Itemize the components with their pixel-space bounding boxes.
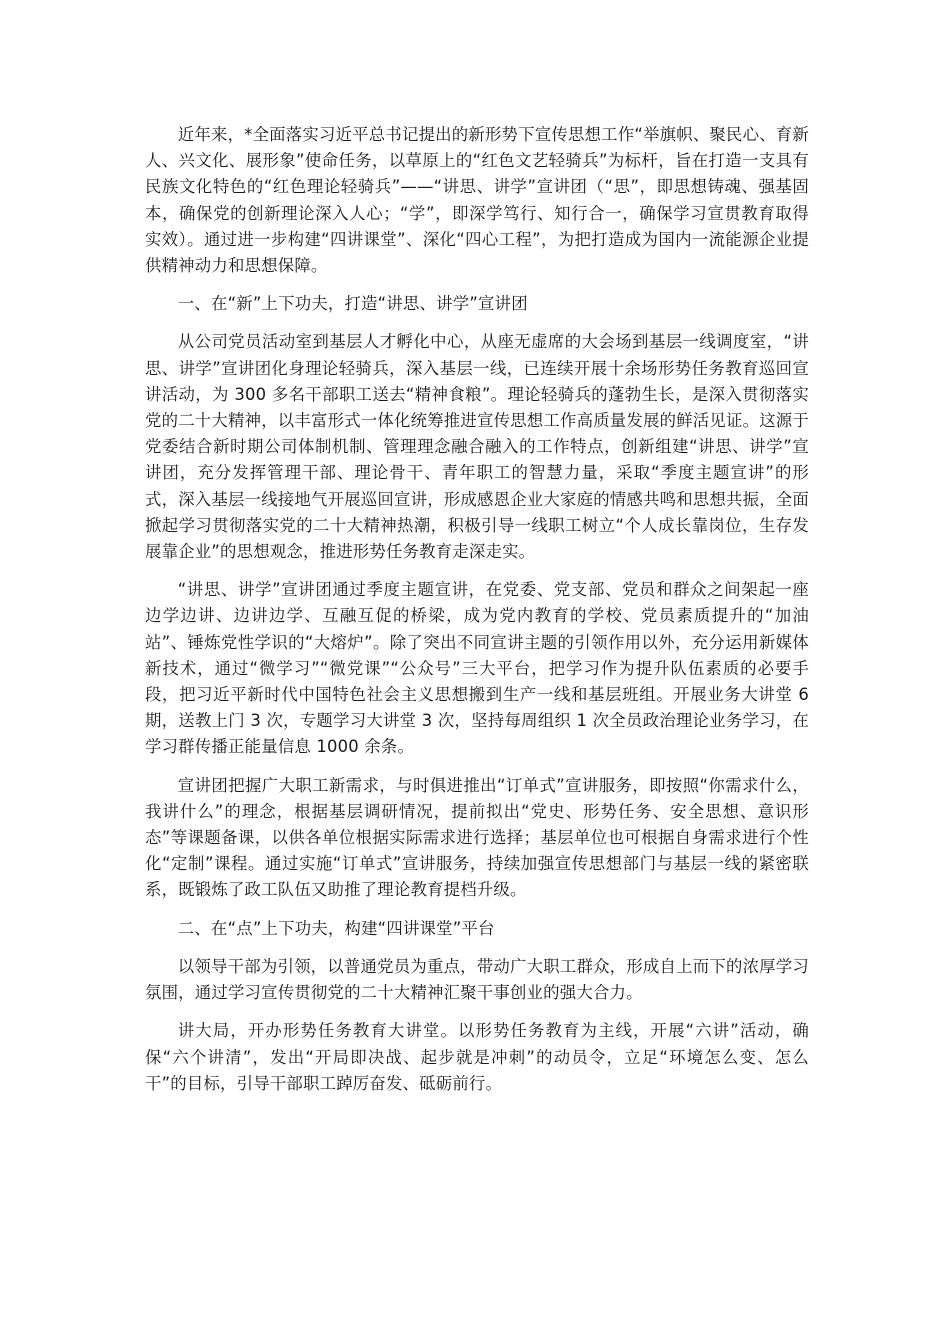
- body-paragraph: 讲大局，开办形势任务教育大讲堂。以形势任务教育为主线，开展“六讲”活动，确保“六个讲清”，发出“开局即决战、起步就是冲刺”的动员令，立足“环境怎么变、怎么干”的目标，引导干部职工踔厉奋发、砥砺前行。: [145, 1021, 809, 1093]
- section-heading-1: 一、在“新”上下功夫，打造“讲思、讲学”宣讲团: [177, 294, 528, 314]
- document-body: [145, 122, 809, 1109]
- section-heading-2: 二、在“点”上下功夫，构建“四讲课堂”平台: [177, 918, 495, 938]
- body-paragraph: 宣讲团把握广大职工新需求，与时俱进推出“订单式”宣讲服务，即按照“你需求什么，我讲什么”的理念，根据基层调研情况，提前拟出“党史、形势任务、安全思想、意识形态”等课题备课，以供各单位根据实际需求进行选择；基层单位也可根据自身需求进行个性化“定制”课程。通过实施“订单式”宣讲服务，持续加强宣传思想部门与基层一线的紧密联系，既锻炼了政工队伍又助推了理论教育提档升级。: [145, 775, 809, 900]
- intro-paragraph: 近年来，*全面落实习近平总书记提出的新形势下宣传思想工作“举旗帜、聚民心、育新人、兴文化、展形象”使命任务，以草原上的“红色文艺轻骑兵”为标杆，旨在打造一支具有民族文化特色的“红色理论轻骑兵”——“讲思、讲学”宣讲团（“思”，即思想铸魂、强基固本，确保党的创新理论深入人心；“学”，即深学笃行、知行合一，确保学习宣贯教育取得实效）。通过进一步构建“四讲课堂”、深化“四心工程”，为把打造成为国内一流能源企业提供精神动力和思想保障。: [145, 125, 809, 276]
- body-paragraph: 从公司党员活动室到基层人才孵化中心，从座无虚席的大会场到基层一线调度室，“讲思、讲学”宣讲团化身理论轻骑兵，深入基层一线，已连续开展十余场形势任务教育巡回宣讲活动，为 300 多名干部职工送去“精神食粮”。理论轻骑兵的蓬勃生长，是深入贯彻落实党的二十大精神，以丰富形式一体化统筹推进宣传思想工作高质量发展的鲜活见证。这源于党委结合新时期公司体制机制、管理理念融合融入的工作特点，创新组建“讲思、讲学”宣讲团，充分发挥管理干部、理论骨干、青年职工的智慧力量，采取“季度主题宣讲”的形式，深入基层一线接地气开展巡回宣讲，形成感恩企业大家庭的情感共鸣和思想共振，全面掀起学习贯彻落实党的二十大精神热潮，积极引导一线职工树立“个人成长靠岗位，生存发展靠企业”的思想观念，推进形势任务教育走深走实。: [145, 332, 809, 562]
- body-paragraph: “讲思、讲学”宣讲团通过季度主题宣讲，在党委、党支部、党员和群众之间架起一座边学边讲、边讲边学、互融互促的桥梁，成为党内教育的学校、党员素质提升的“加油站”、锤炼党性学识的“大熔炉”。除了突出不同宣讲主题的引领作用以外，充分运用新媒体新技术，通过“微学习”“微党课”“公众号”三大平台，把学习作为提升队伍素质的必要手段，把习近平新时代中国特色社会主义思想搬到生产一线和基层班组。开展业务大讲堂 6 期，送教上门 3 次，专题学习大讲堂 3 次，坚持每周组织 1 次全员政治理论业务学习，在学习群传播正能量信息 1000 余条。: [145, 580, 809, 757]
- body-paragraph: 以领导干部为引领，以普通党员为重点，带动广大职工群众，形成自上而下的浓厚学习氛围，通过学习宣传贯彻党的二十大精神汇聚干事创业的强大合力。: [145, 956, 809, 1003]
